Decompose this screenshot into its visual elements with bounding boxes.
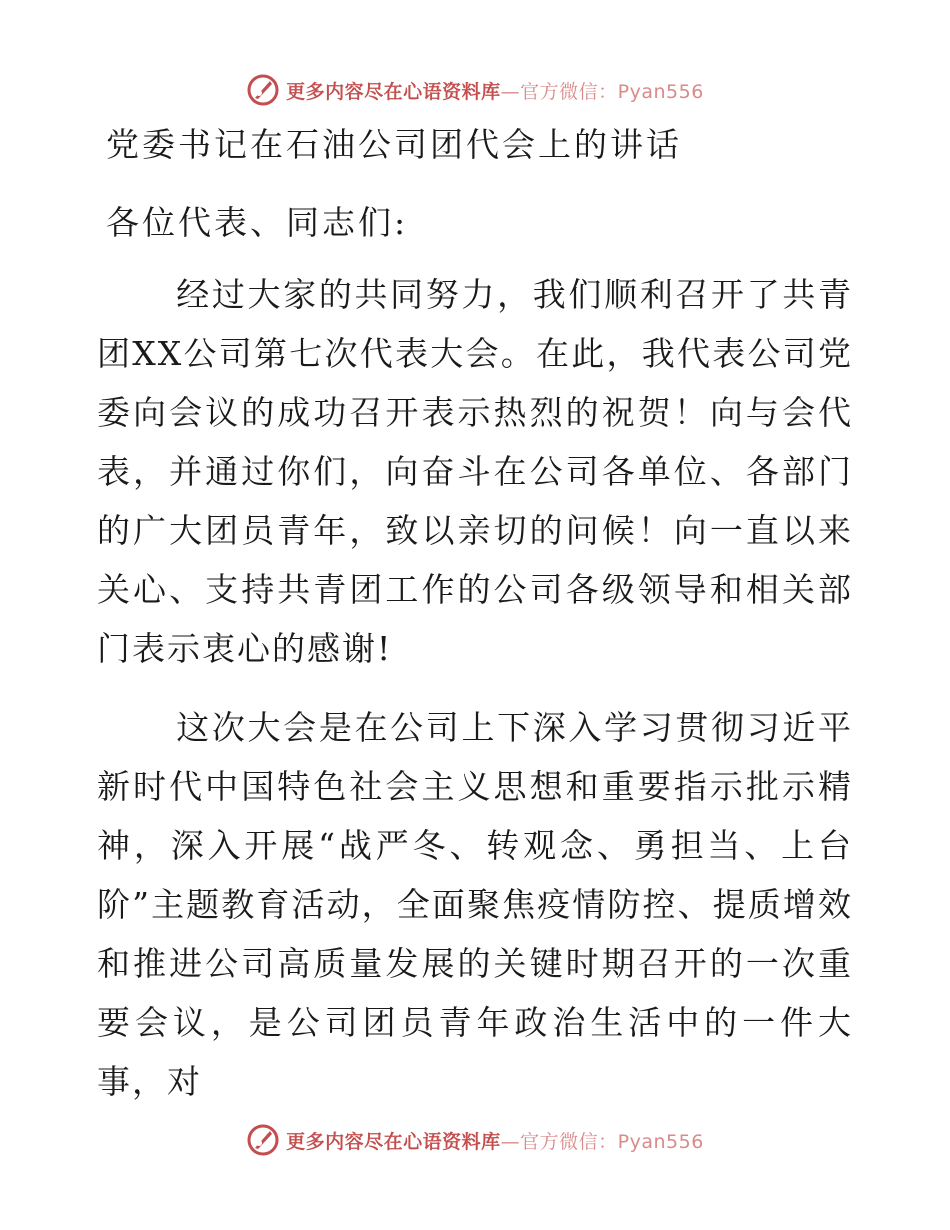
quill-logo-icon	[246, 73, 280, 107]
watermark-text	[286, 1127, 704, 1154]
quill-logo-icon	[246, 1123, 280, 1157]
salutation: 各位代表、同志们:	[106, 203, 409, 242]
document-body	[97, 265, 853, 1131]
header-watermark	[0, 70, 950, 110]
paragraph: 经过大家的共同努力，我们顺利召开了共青团XX公司第七次代表大会。在此，我代表公司党委向会议的成功召开表示热烈的祝贺！向与会代表，并通过你们，向奋斗在公司各单位、各部门的广大团员青年，致以亲切的问候！向一直以来关心、支持共青团工作的公司各级领导和相关部门表示衷心的感谢!	[97, 275, 853, 668]
watermark-library-name: 更多内容尽在心语资料库	[286, 1130, 501, 1153]
watermark-wechat: —官方微信：Pyan556	[500, 1130, 704, 1153]
watermark-text	[286, 77, 704, 104]
paragraph: 这次大会是在公司上下深入学习贯彻习近平新时代中国特色社会主义思想和重要指示批示精神，深入开展“战严冬、转观念、勇担当、上台阶”主题教育活动，全面聚焦疫情防控、提质增效和推进公司高质量发展的关键时期召开的一次重要会议，是公司团员青年政治生活中的一件大事，对	[97, 708, 853, 1101]
watermark-wechat: —官方微信：Pyan556	[500, 80, 704, 103]
document-title: 党委书记在石油公司团代会上的讲话	[106, 125, 682, 164]
footer-watermark	[0, 1120, 950, 1160]
watermark-library-name: 更多内容尽在心语资料库	[286, 80, 501, 103]
